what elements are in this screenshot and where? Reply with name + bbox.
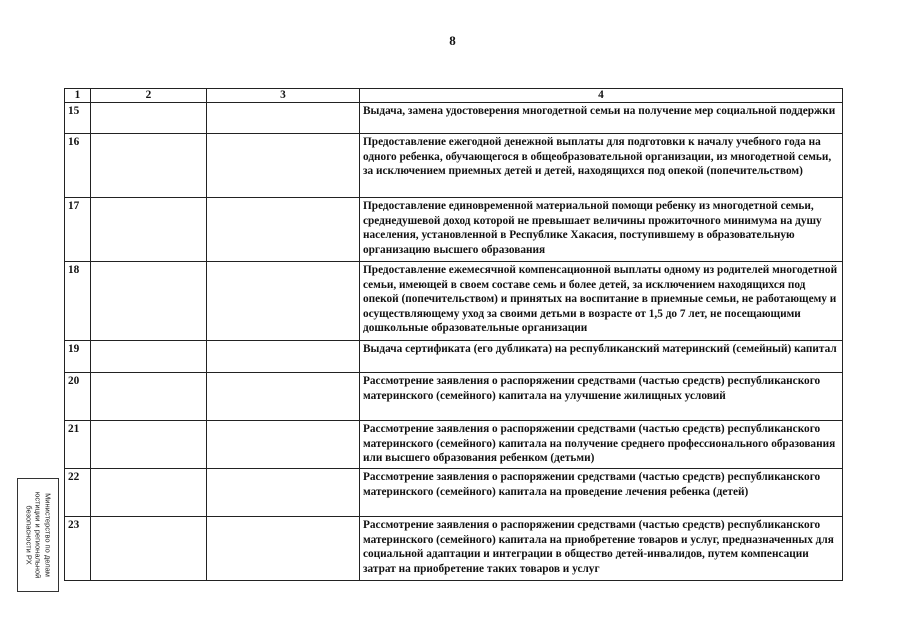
row-service-text: Предоставление ежемесячной компенсационной выплаты одному из родителей многодетной семьи, имеющей в своем составе семь и более детей, за исключением находящихся под опекой (попечительством) и принятых на воспитание в приемные семьи, не работающему и осуществляющему уход за своими детьми в возрасте от 1,5 до 7 лет, не посещающими дошкольные образовательные организации [360, 262, 843, 341]
row-col-2 [91, 198, 207, 262]
table-row [65, 373, 843, 421]
row-number: 21 [65, 421, 91, 469]
table-row [65, 421, 843, 469]
row-col-3 [207, 198, 360, 262]
row-number: 17 [65, 198, 91, 262]
column-header-2: 2 [91, 89, 207, 103]
row-col-3 [207, 262, 360, 341]
row-col-2 [91, 421, 207, 469]
row-col-3 [207, 469, 360, 517]
row-service-text: Рассмотрение заявления о распоряжении средствами (частью средств) республиканского материнского (семейного) капитала на улучшение жилищных условий [360, 373, 843, 421]
row-col-3 [207, 373, 360, 421]
row-col-2 [91, 262, 207, 341]
row-col-3 [207, 134, 360, 198]
row-number: 22 [65, 469, 91, 517]
row-col-3 [207, 421, 360, 469]
column-header-1: 1 [65, 89, 91, 103]
row-col-2 [91, 103, 207, 134]
row-col-3 [207, 517, 360, 581]
table-row [65, 341, 843, 373]
row-number: 19 [65, 341, 91, 373]
stamp-text: Министерство по делам юстиции и региональной безопасности РХ [24, 491, 53, 579]
row-col-2 [91, 373, 207, 421]
row-service-text: Рассмотрение заявления о распоряжении средствами (частью средств) республиканского материнского (семейного) капитала на проведение лечения ребенка (детей) [360, 469, 843, 517]
row-service-text: Рассмотрение заявления о распоряжении средствами (частью средств) республиканского материнского (семейного) капитала на приобретение товаров и услуг, предназначенных для социальной адаптации и интеграции в общество детей-инвалидов, путем компенсации затрат на приобретение таких товаров и услуг [360, 517, 843, 581]
row-service-text: Рассмотрение заявления о распоряжении средствами (частью средств) республиканского материнского (семейного) капитала на получение среднего профессионального образования или высшего образования ребенком (детьми) [360, 421, 843, 469]
row-col-2 [91, 469, 207, 517]
page-number: 8 [449, 33, 456, 48]
row-col-2 [91, 517, 207, 581]
row-number: 16 [65, 134, 91, 198]
row-number: 18 [65, 262, 91, 341]
table-row [65, 517, 843, 581]
table-row [65, 134, 843, 198]
table-header-row [65, 89, 843, 103]
table-row [65, 103, 843, 134]
row-service-text: Предоставление ежегодной денежной выплаты для подготовки к началу учебного года на одного ребенка, обучающегося в общеобразовательной организации, из многодетной семьи, за исключением приемных детей и детей, находящихся под опекой (попечительством) [360, 134, 843, 198]
row-number: 23 [65, 517, 91, 581]
registration-stamp [17, 478, 59, 592]
table-row [65, 262, 843, 341]
row-number: 15 [65, 103, 91, 134]
row-service-text: Предоставление единовременной материальной помощи ребенку из многодетной семьи, среднедушевой доход которой не превышает величины прожиточного минимума на душу населения, установленной в Республике Хакасия, поступившему в образовательную организацию высшего образования [360, 198, 843, 262]
row-number: 20 [65, 373, 91, 421]
column-header-3: 3 [207, 89, 360, 103]
services-table [64, 88, 843, 581]
row-col-3 [207, 341, 360, 373]
row-service-text: Выдача сертификата (его дубликата) на республиканский материнский (семейный) капитал [360, 341, 843, 373]
row-service-text: Выдача, замена удостоверения многодетной семьи на получение мер социальной поддержки [360, 103, 843, 134]
row-col-2 [91, 134, 207, 198]
table-row [65, 198, 843, 262]
table-row [65, 469, 843, 517]
row-col-3 [207, 103, 360, 134]
row-col-2 [91, 341, 207, 373]
column-header-4: 4 [360, 89, 843, 103]
